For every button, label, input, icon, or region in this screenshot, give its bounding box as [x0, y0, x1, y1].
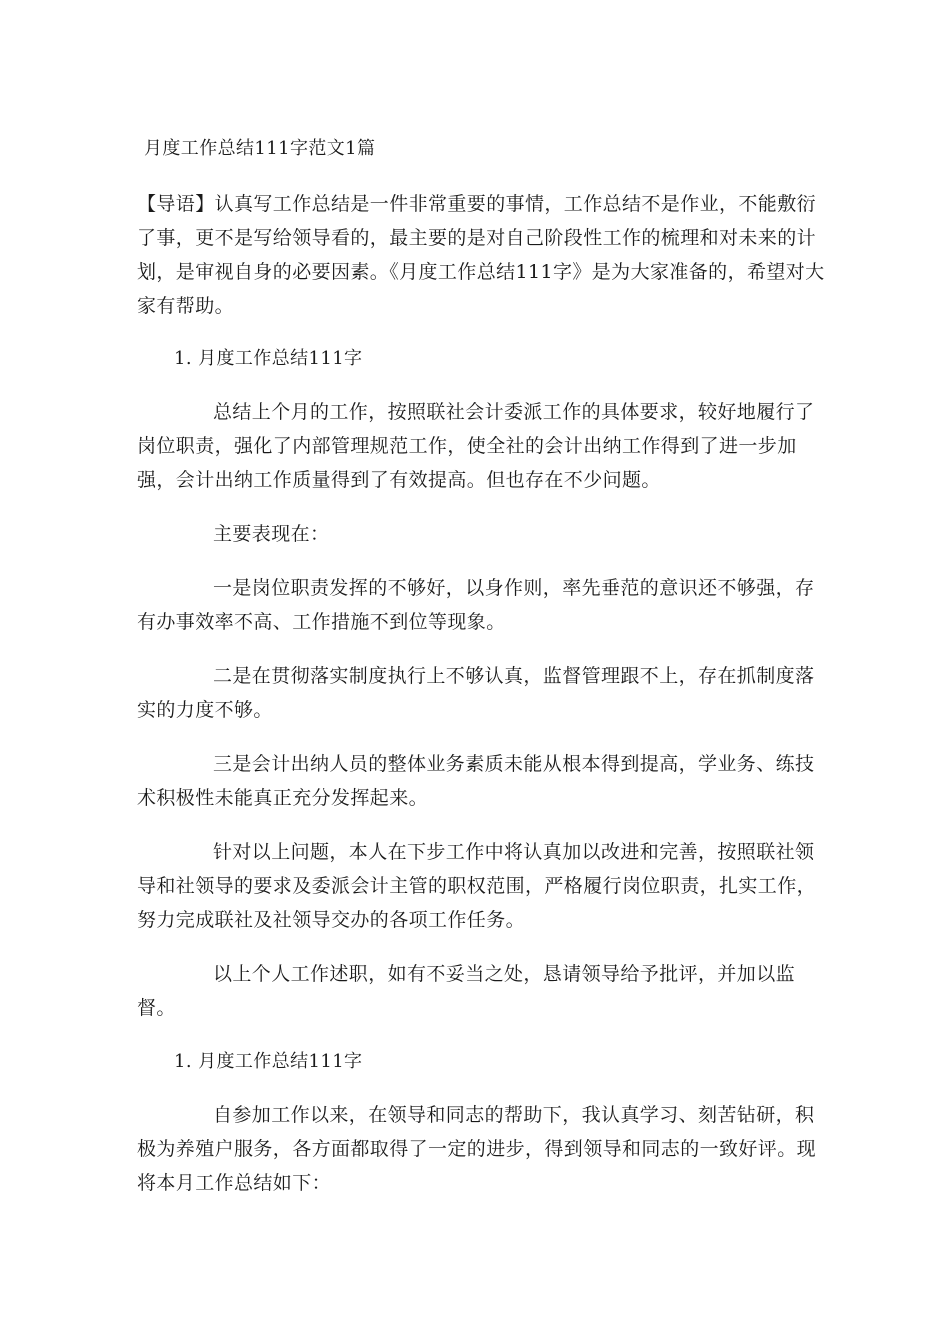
paragraph: 主要表现在：: [213, 523, 330, 545]
document-title: 月度工作总结111字范文1篇: [144, 138, 376, 159]
paragraph: 二是在贯彻落实制度执行上不够认真，监督管理跟不上，存在抓制度落实的力度不够。: [137, 665, 815, 721]
document-body: [137, 132, 827, 1200]
intro-paragraph: 【导语】认真写工作总结是一件非常重要的事情，工作总结不是作业，不能敷衍了事，更不是写给领导看的，最主要的是对自己阶段性工作的梳理和对未来的计划，是审视自身的必要因素。《月度工作总结111字》是为大家准备的，希望对大家有帮助。: [137, 193, 825, 317]
paragraph: 总结上个月的工作，按照联社会计委派工作的具体要求，较好地履行了岗位职责，强化了内部管理规范工作，使全社的会计出纳工作得到了进一步加强，会计出纳工作质量得到了有效提高。但也存在不少问题。: [137, 401, 815, 491]
paragraph: 三是会计出纳人员的整体业务素质未能从根本得到提高，学业务、练技术积极性未能真正充分发挥起来。: [137, 753, 815, 809]
paragraph: 以上个人工作述职，如有不妥当之处，恳请领导给予批评，并加以监督。: [137, 963, 796, 1019]
section-heading-1: 1. 月度工作总结111字: [174, 348, 363, 369]
paragraph: 一是岗位职责发挥的不够好，以身作则，率先垂范的意识还不够强，存有办事效率不高、工作措施不到位等现象。: [137, 577, 815, 633]
paragraph: 自参加工作以来，在领导和同志的帮助下，我认真学习、刻苦钻研，积极为养殖户服务，各方面都取得了一定的进步，得到领导和同志的一致好评。现将本月工作总结如下：: [137, 1104, 817, 1194]
paragraph: 针对以上问题，本人在下步工作中将认真加以改进和完善，按照联社领导和社领导的要求及委派会计主管的职权范围，严格履行岗位职责，扎实工作，努力完成联社及社领导交办的各项工作任务。: [137, 841, 817, 931]
section-heading-2: 1. 月度工作总结111字: [174, 1051, 363, 1072]
